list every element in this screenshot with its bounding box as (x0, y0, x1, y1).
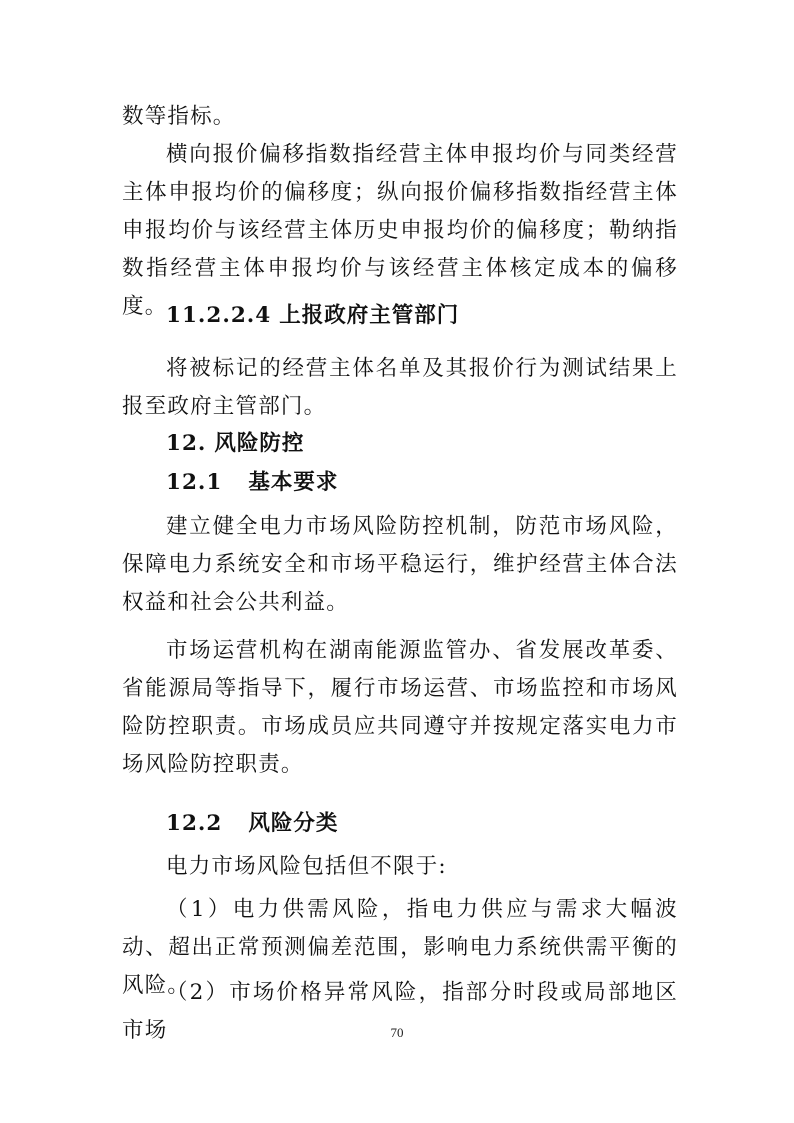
section-heading-12 (166, 425, 304, 463)
paragraph-continuation: 数等指标。 (122, 104, 236, 129)
section-title: 风险防控 (214, 431, 305, 456)
list-item-supply-demand-risk: （1）电力供需风险，指电力供应与需求大幅波动、超出正常预测偏差范围，影响电力系统供需平衡的风险。 (122, 897, 678, 998)
section-title: 上报政府主管部门 (279, 303, 460, 328)
paragraph-risk-control-mechanism: 建立健全电力市场风险防控机制，防范市场风险，保障电力系统安全和市场平稳运行，维护经营主体合法权益和社会公共利益。 (122, 514, 678, 615)
section-heading-11-2-2-4 (166, 297, 459, 335)
section-number: 12.1 (166, 470, 223, 495)
paragraph-risk-includes: 电力市场风险包括但不限于: (166, 854, 447, 879)
section-number: 11.2.2.4 (166, 303, 272, 328)
section-heading-12-2 (166, 805, 338, 843)
paragraph-market-operator-duties: 市场运营机构在湖南能源监管办、省发展改革委、省能源局等指导下，履行市场运营、市场监控和市场风险防控职责。市场成员应共同遵守并按规定落实电力市场风险防控职责。 (122, 638, 678, 777)
paragraph-offset-index-definition: 横向报价偏移指数指经营主体申报均价与同类经营主体申报均价的偏移度；纵向报价偏移指数指经营主体申报均价与该经营主体历史申报均价的偏移度；勒纳指数指经营主体申报均价与该经营主体核定成本的偏移度。 (122, 142, 678, 319)
page-number: 70 (390, 1025, 404, 1040)
section-number: 12. (166, 431, 207, 456)
section-title: 风险分类 (248, 811, 339, 836)
section-heading-12-1 (166, 464, 338, 502)
section-title: 基本要求 (248, 470, 339, 495)
paragraph-report-to-government: 将被标记的经营主体名单及其报价行为测试结果上报至政府主管部门。 (122, 356, 678, 419)
list-item-price-anomaly-risk: （2）市场价格异常风险，指部分时段或局部地区市场 (122, 980, 678, 1043)
section-number: 12.2 (166, 811, 223, 836)
